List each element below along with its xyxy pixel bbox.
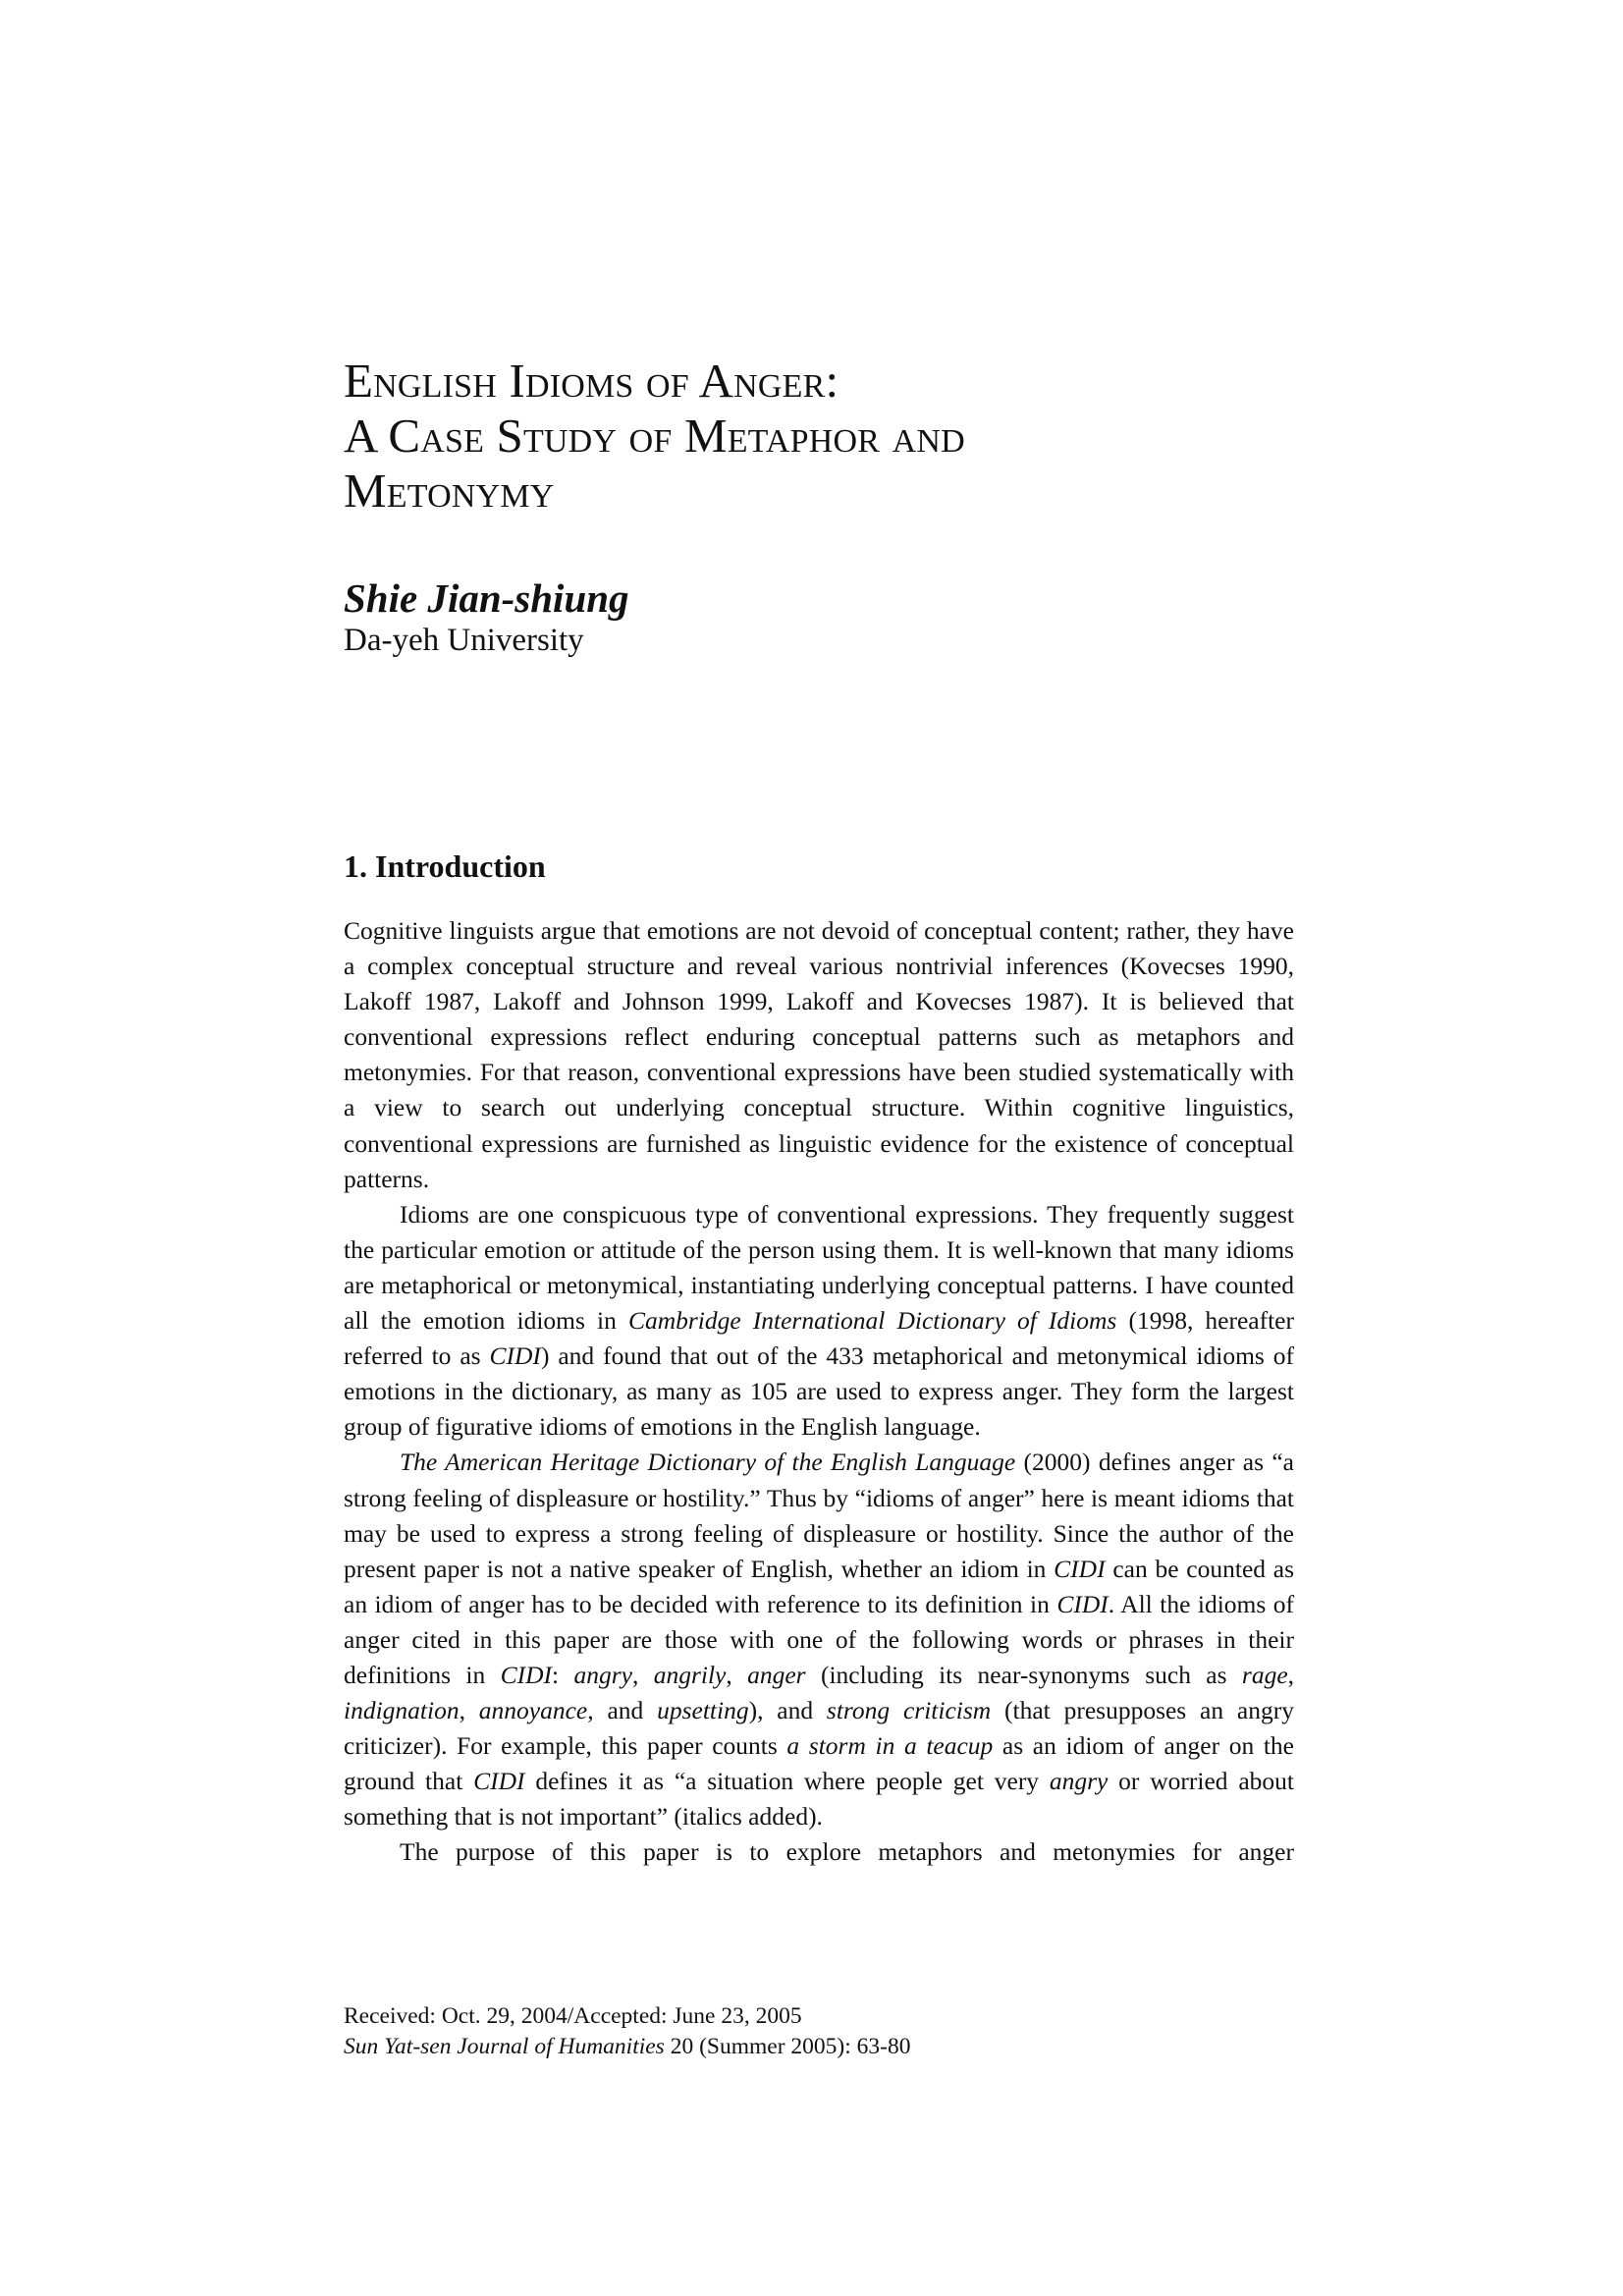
- paragraph-3: The American Heritage Dictionary of the English Language (2000) defines anger as “a strong feeling of displeasure or hostility.” Thus by “idioms of anger” here is meant idioms that may be used to express a strong feeling of displeasure or hostility. Since the author of the present paper is not a native speaker of English, whether an idiom in CIDI can be counted as an idiom of anger has to be decided with reference to its definition in CIDI. All the idioms of anger cited in this paper are those with one of the following words or phrases in their definitions in CIDI: angry, angrily, anger (including its near-synonyms such as rage, indignation, annoyance, and upsetting), and strong criticism (that presupposes an angry criticizer). For example, this paper counts a storm in a teacup as an idiom of anger on the ground that CIDI defines it as “a situation where people get very angry or worried about something that is not important” (italics added).: [344, 1448, 1295, 1831]
- paragraph-4: The purpose of this paper is to explore metaphors and metonymies for anger: [400, 1837, 1294, 1867]
- paper-title: [344, 354, 1294, 519]
- author-name: Shie Jian-shiung: [344, 575, 629, 621]
- author-affiliation: Da-yeh University: [344, 623, 584, 658]
- section-heading: 1. Introduction: [344, 848, 546, 884]
- journal-name: Sun Yat-sen Journal of Humanities: [344, 2034, 665, 2059]
- title-line-1: English Idioms of Anger:: [344, 354, 839, 408]
- footer-note: [344, 2001, 1294, 2062]
- title-line-3: Metonymy: [344, 464, 555, 518]
- journal-citation: [344, 2032, 1294, 2062]
- title-line-2: A Case Study of Metaphor and: [344, 409, 965, 463]
- journal-issue: 20 (Summer 2005): 63-80: [664, 2034, 911, 2059]
- paragraph-2: Idioms are one conspicuous type of conventional expressions. They frequently suggest the particular emotion or attitude of the person using them. It is well-known that many idioms are metaphorical or metonymical, instantiating underlying conceptual patterns. I have counted all the emotion idioms in Cambridge International Dictionary of Idioms (1998, hereafter referred to as CIDI) and found that out of the 433 metaphorical and metonymical idioms of emotions in the dictionary, as many as 105 are used to express anger. They form the largest group of figurative idioms of emotions in the English language.: [344, 1199, 1294, 1442]
- body-text: [344, 913, 1294, 1871]
- paragraph-1: Cognitive linguists argue that emotions are not devoid of conceptual content; rather, they have a complex conceptual structure and reveal various nontrivial inferences (Kovecses 1990, Lakoff 1987, Lakoff and Johnson 1999, Lakoff and Kovecses 1987). It is believed that conventional expressions reflect enduring conceptual patterns such as metaphors and metonymies. For that reason, conventional expressions have been studied systematically with a view to search out underlying conceptual structure. Within cognitive linguistics, conventional expressions are furnished as linguistic evidence for the existence of conceptual patterns.: [344, 916, 1294, 1193]
- received-line: Received: Oct. 29, 2004/Accepted: June 23, 2005: [344, 2003, 802, 2029]
